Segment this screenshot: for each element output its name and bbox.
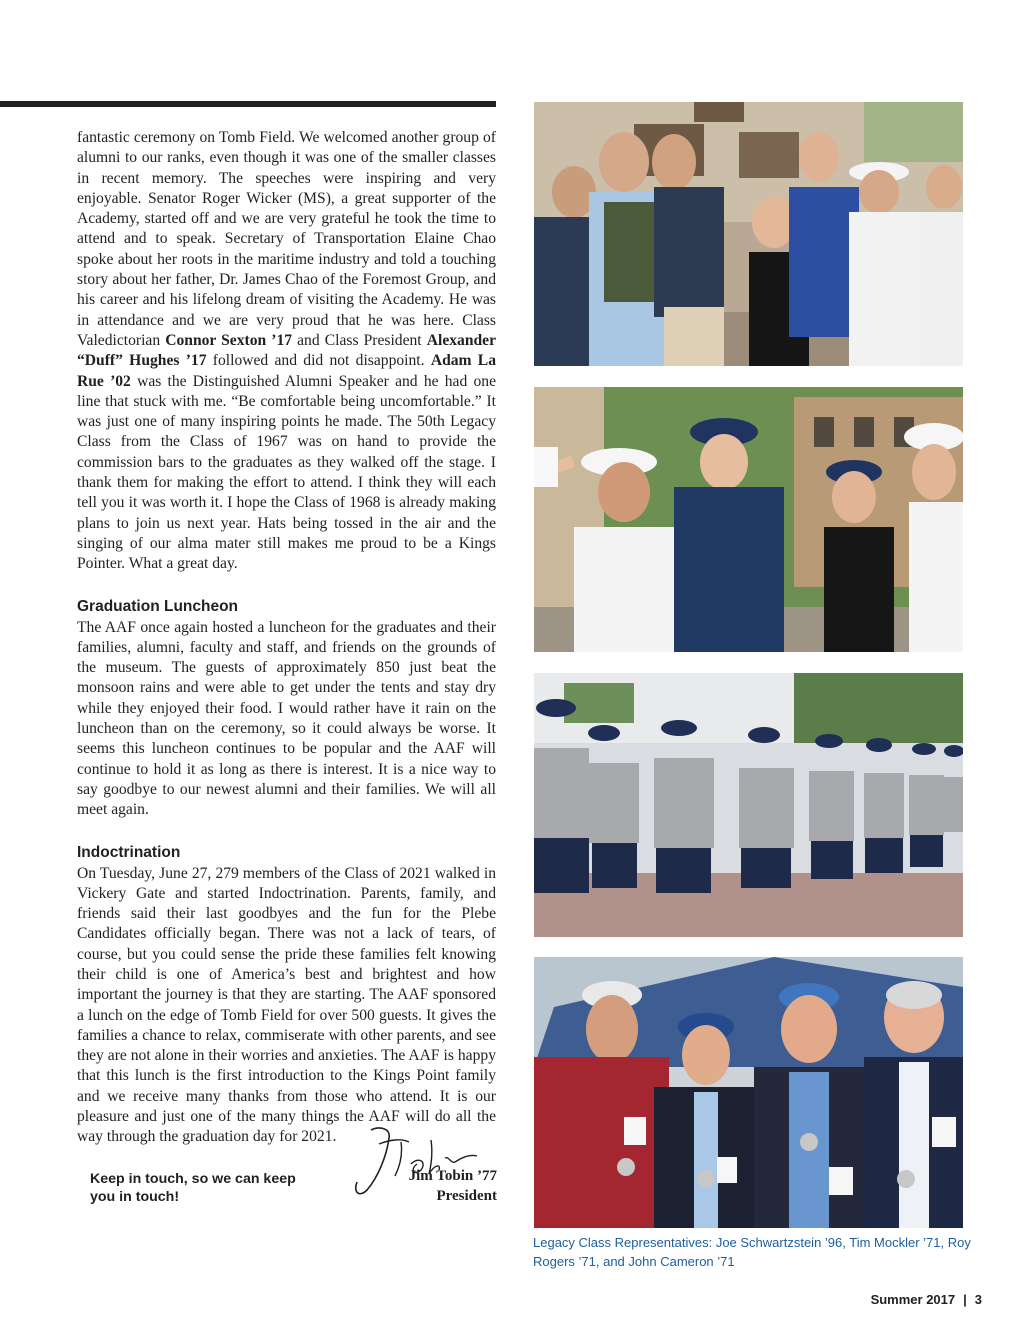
photo-caption: Legacy Class Representatives: Joe Schwartzstein ’96, Tim Mockler ’71, Roy Rogers ’71, and John Cameron ’71 <box>533 1235 971 1269</box>
page-number: 3 <box>974 1292 982 1307</box>
keep-in-touch-text: Keep in touch, so we can keep you in touch! <box>90 1171 296 1205</box>
issue-label: Summer 2017 <box>870 1292 956 1307</box>
paragraph-ceremony: fantastic ceremony on Tomb Field. We welcomed another group of alumni to our ranks, even though it was one of the smaller classes in recent memory. The speeches were inspiring and very enjoyable. Senator Roger Wicker (MS), a great supporter of the Academy, started off and we are very grateful he took the time to attend and to speak. Secretary of Transportation Elaine Chao spoke about her roots in the maritime industry and told a touching story about her father, Dr. James Chao of the Foremost Group, and his career and his lifelong dream of visiting the Academy. He was in attendance and we are very proud that he was here. Class Valedictorian Connor Sexton ’17 and Class President Alexander “Duff” Hughes ’17 followed and did not disappoint. Adam La Rue ’02 was the Distinguished Alumni Speaker and he had one line that stuck with me. “Be comfortable being uncomfortable.” It was just one of many inspiring points he made. The 50th Legacy Class from the Class of 1967 was on hand to provide the commission bars to the graduates as they walked off the stage. I thank them for making the effort to attend. I think they will each tell you it was worth it. I hope the Class of 1968 is already making plans to join us next year. Hats being tossed in the air and the singing of our alma mater still makes me proud to be a Kings Pointer. What a great day. <box>77 129 497 573</box>
signer-name: Jim Tobin ’77 <box>408 1168 497 1184</box>
photo-candidates-formation <box>534 673 963 937</box>
top-rule <box>0 101 496 107</box>
photo-indoctrination-inspection <box>534 387 963 652</box>
heading-indoctrination: Indoctrination <box>77 843 181 861</box>
heading-graduation-luncheon: Graduation Luncheon <box>77 597 239 615</box>
article-column <box>77 128 496 1148</box>
page-footer <box>871 1292 982 1307</box>
name-adam-la-rue: Adam La Rue ’02 <box>77 352 497 390</box>
photo-candidates-arrival <box>534 102 963 366</box>
signature-name <box>409 1166 497 1206</box>
photo-legacy-representatives <box>534 957 963 1228</box>
paragraph-indoctrination: On Tuesday, June 27, 279 members of the Class of 2021 walked in Vickery Gate and started Indoctrination. Parents, family, and friends said their last goodbyes and the fun for the Plebe Candidates officially began. There was not a lack of tears, of course, but you could sense the pride these families felt knowing their child is one of America’s best and brightest and how important the journey is that they are starting. The AAF sponsored a lunch on the edge of Tomb Field for over 500 guests. It gives the families a chance to relax, commiserate with other parents, and see they are not alone in their worries and anxieties. The AAF is happy that this lunch is the first introduction to the Kings Point family and we receive many thanks from those who attend. It is our pleasure and just one of the many things the AAF will do all the way through the graduation day for 2021. <box>77 864 496 1146</box>
name-alexander-hughes: Alexander “Duff” Hughes ’17 <box>77 331 497 370</box>
signer-title: President <box>436 1188 497 1204</box>
paragraph-luncheon: The AAF once again hosted a luncheon for the graduates and their families, alumni, faculty and staff, and friends on the grounds of the museum. The guests of approximately 850 just beat the monsoon rains and were able to get under the tents and stay dry while they enjoyed their food. I would rather have it rain on the luncheon than on the ceremony, so it could always be worse. It seems this luncheon continues to be popular and the AAF will continue to hold it as long as there is interest. It is a nice way to say goodbye to our newest alumni and their families. We will all meet again. <box>77 618 496 819</box>
signature-block <box>77 1120 497 1215</box>
footer-separator: | <box>963 1292 967 1307</box>
name-connor-sexton: Connor Sexton ’17 <box>165 331 293 349</box>
